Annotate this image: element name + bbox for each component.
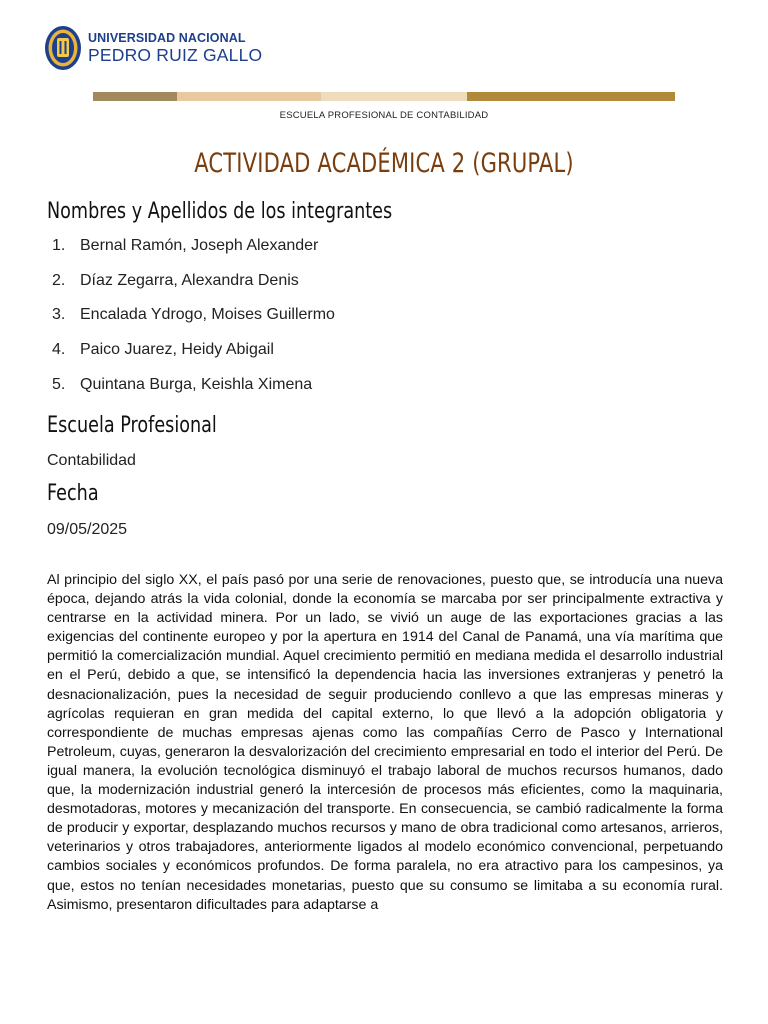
stripe-segment	[321, 92, 467, 101]
school-header: ESCUELA PROFESIONAL DE CONTABILIDAD	[279, 110, 489, 121]
list-item: 2. Díaz Zegarra, Alexandra Denis	[52, 271, 299, 289]
school-heading: Escuela Profesional	[47, 413, 217, 438]
list-item: 3. Encalada Ydrogo, Moises Guillermo	[52, 306, 335, 324]
list-item: 5. Quintana Burga, Keishla Ximena	[52, 375, 313, 393]
list-item: 4. Paico Juarez, Heidy Abigail	[52, 341, 274, 359]
university-name-line1: UNIVERSIDAD NACIONAL	[88, 30, 246, 45]
date-value: 09/05/2025	[47, 521, 128, 538]
stripe-segment	[467, 92, 675, 101]
members-list	[47, 236, 335, 409]
decorative-stripe	[93, 92, 675, 101]
page-title: ACTIVIDAD ACADÉMICA 2 (GRUPAL)	[194, 148, 574, 179]
list-item: 1. Bernal Ramón, Joseph Alexander	[52, 237, 319, 254]
university-name-line2: PEDRO RUIZ GALLO	[88, 45, 263, 65]
stripe-segment	[93, 92, 177, 101]
university-logo	[44, 25, 262, 71]
stripe-segment	[177, 92, 321, 101]
members-heading: Nombres y Apellidos de los integrantes	[47, 199, 393, 224]
school-value: Contabilidad	[47, 452, 136, 469]
date-heading: Fecha	[47, 481, 99, 506]
body-paragraph: Al principio del siglo XX, el país pasó por una serie de renovaciones, puesto que, se introducía una nueva época, dejando atrás la vida colonial, donde la economía se marcaba por ser principalmente extractiva y centrarse en la actividad minera. Por un lado, se vivió un auge de las exportaciones gracias a las exigencias del continente europeo y por la apertura en 1914 del Canal de Panamá, una vía marítima que permitió la comercialización mundial. Aquel crecimiento permitió en mediana medida el desarrollo industrial en el Perú, debido a que, se intensificó la dependencia hacia las inversiones extranjeras y penetró la desnacionalización, pues la necesidad de seguir produciendo conllevo a que las empresas mineras y agrícolas requieran en gran medida del capital externo, lo que llevó a la adopción obligatoria y correspondiente de muchas empresas ajenas como las compañías Cerro de Pasco y International Petroleum, cuyas, generaron la desvalorización del crecimiento empresarial en todo el interior del Perú. De igual manera, la evolución tecnológica disminuyó el trabajo laboral de muchos recursos humanos, dado que, la modernización industrial generó la intercesión de procesos más eficientes, como la maquinaria, desmotadoras, motores y mecanización del transporte. En consecuencia, se cambió radicalmente la forma de producir y exportar, desplazando muchos recursos y mano de obra tradicional como artesanos, arrieros, veterinarios y otros trabajadores, anteriormente ligados al modelo económico convencional, perpetuando cambios sociales y económicos profundos. De forma paralela, no era atractivo para los campesinos, ya que, estos no tenían necesidades monetarias, puesto que su consumo se limitaba a su economía rural. Asimismo, presentaron dificultades para adaptarse a	[47, 572, 723, 913]
university-seal-icon	[44, 25, 82, 71]
